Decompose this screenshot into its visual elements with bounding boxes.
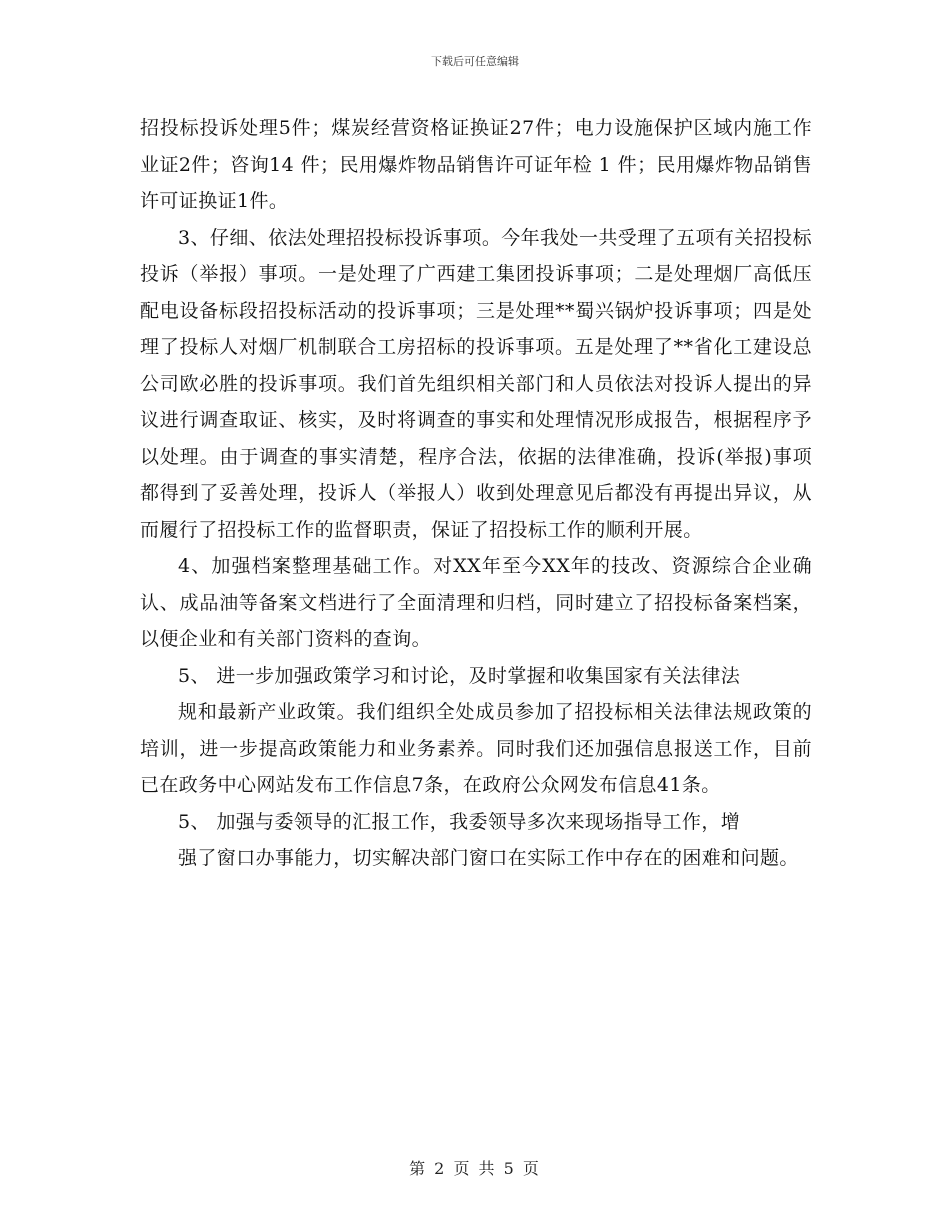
paragraph-item-3-complaints: 3、仔细、依法处理招投标投诉事项。今年我处一共受理了五项有关招投标投诉（举报）事项。一是处理了广西建工集团投诉事项；二是处理烟厂高低压配电设备标段招投标活动的投诉事项；三是处理**蜀兴锅炉投诉事项；四是处理了投标人对烟厂机制联合工房招标的投诉事项。五是处理了**省化工建设总公司欧必胜的投诉事项。我们首先组织相关部门和人员依法对投诉人提出的异议进行调查取证、核实，及时将调查的事实和处理情况形成报告，根据程序予以处理。由于调查的事实清楚，程序合法，依据的法律准确，投诉(举报)事项都得到了妥善处理，投诉人（举报人）收到处理意见后都没有再提出异议，从而履行了招投标工作的监督职责，保证了招投标工作的顺利开展。 — [140, 226, 812, 541]
page-header: 下载后可任意编辑 — [431, 55, 519, 68]
paragraph-item-5-report-body: 强了窗口办事能力，切实解决部门窗口在实际工作中存在的困难和问题。 — [178, 847, 799, 869]
paragraph-item-5-policy-heading: 5、 进一步加强政策学习和讨论，及时掌握和收集国家有关法律法 — [178, 664, 741, 687]
paragraph-item-4-archives: 4、加强档案整理基础工作。对XX年至今XX年的技改、资源综合企业确认、成品油等备案文档进行了全面清理和归档，同时建立了招投标备案档案，以便企业和有关部门资料的查询。 — [140, 555, 812, 650]
paragraph-complaint-stats: 招投标投诉处理5件；煤炭经营资格证换证27件；电力设施保护区域内施工作业证2件；咨询14 件；民用爆炸物品销售许可证年检 1 件；民用爆炸物品销售许可证换证1件。 — [140, 117, 812, 212]
document-body — [140, 110, 812, 877]
paragraph-item-5-report-heading: 5、 加强与委领导的汇报工作，我委领导多次来现场指导工作，增 — [178, 810, 741, 833]
paragraph-item-5-policy-body: 规和最新产业政策。我们组织全处成员参加了招投标相关法律法规政策的培训，进一步提高政策能力和业务素养。同时我们还加强信息报送工作，目前已在政务中心网站发布工作信息7条，在政府公众网发布信息41条。 — [140, 701, 812, 796]
page-number-footer: 第 2 页 共 5 页 — [409, 1159, 541, 1178]
